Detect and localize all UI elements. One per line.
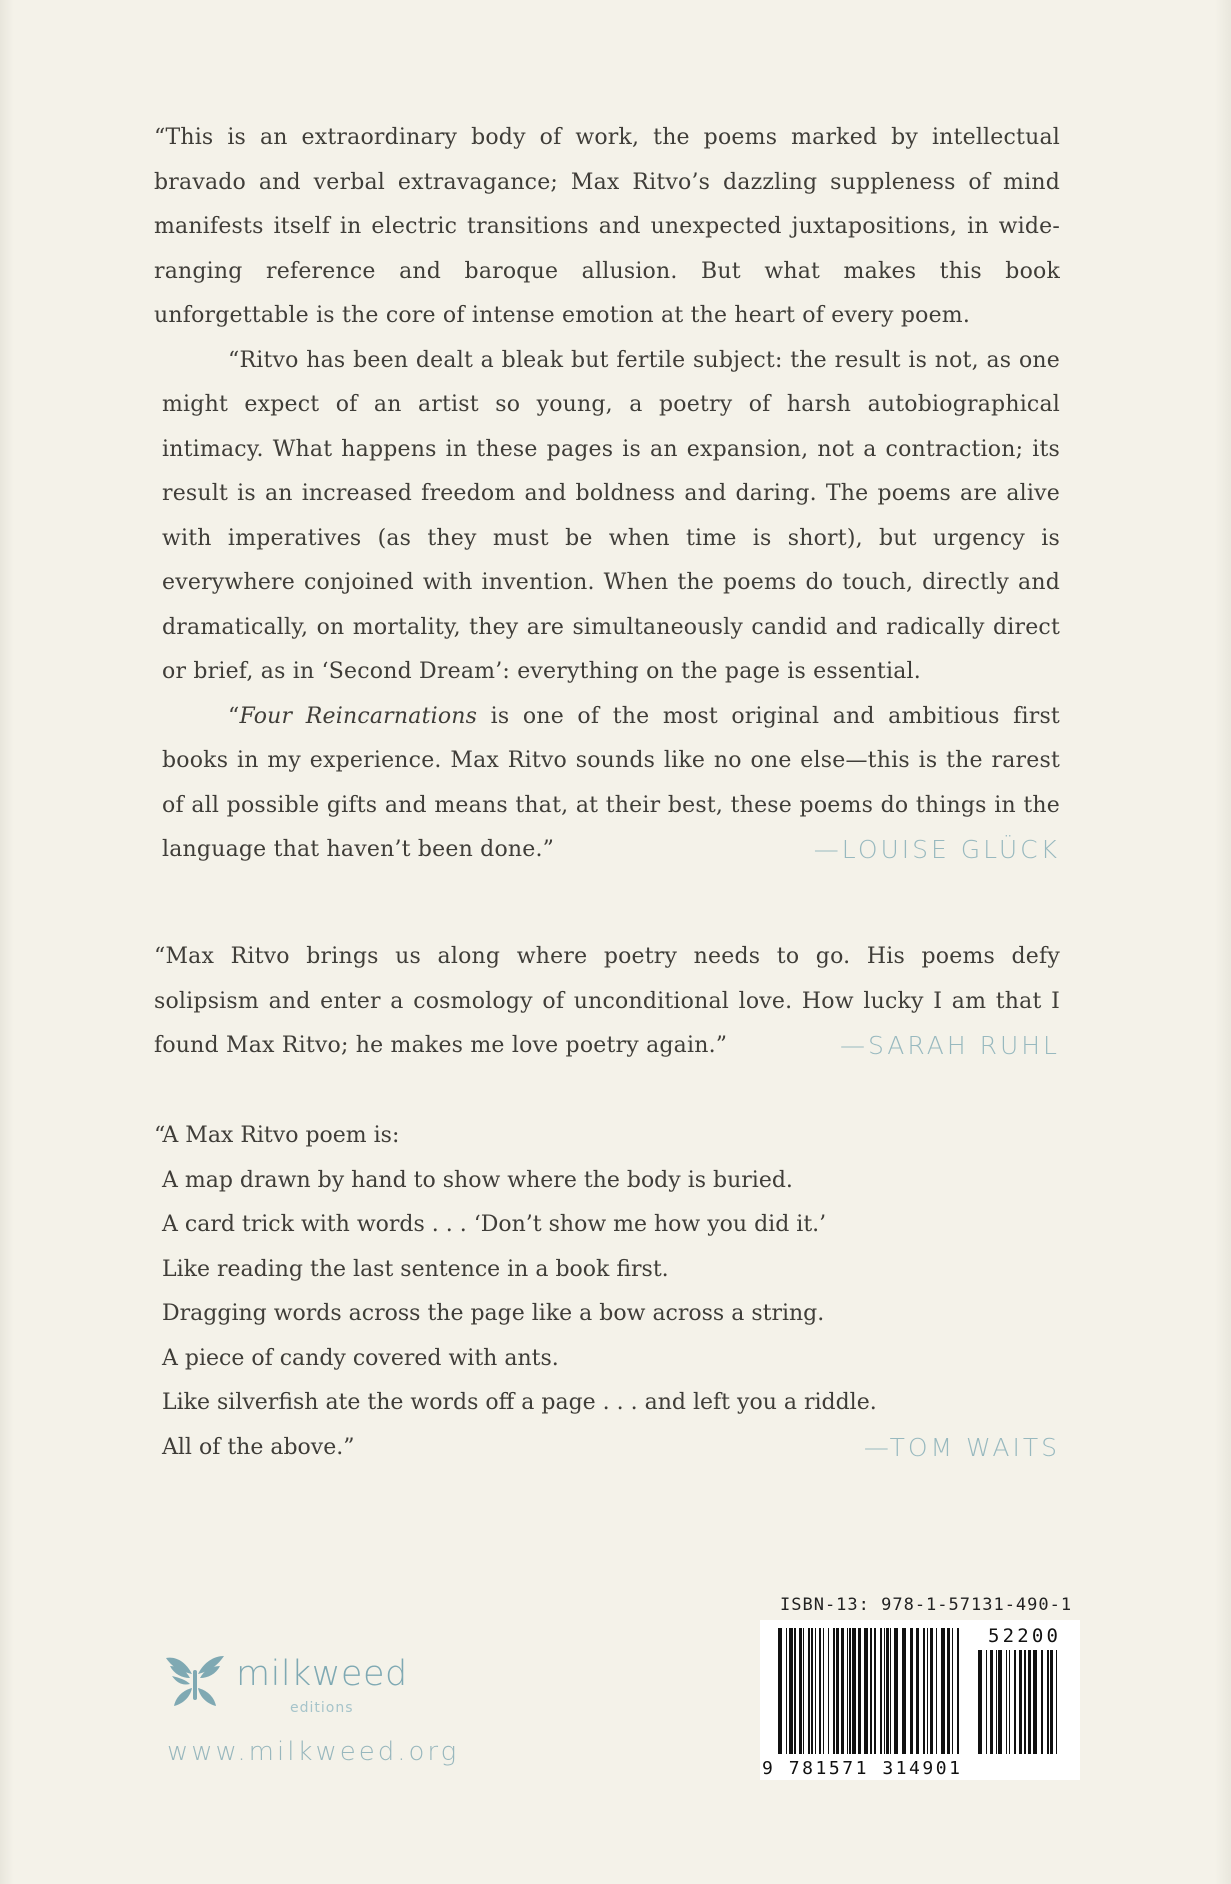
barcode-bar <box>870 1628 872 1754</box>
poem-line: A card trick with words . . . ‘Don’t show me how you did it.’ <box>162 1212 827 1237</box>
barcode-digits: 9 781571 314901 <box>762 1758 960 1779</box>
barcode-bar <box>1006 1650 1007 1754</box>
barcode-bar <box>916 1628 919 1754</box>
barcode-bar <box>986 1650 987 1754</box>
barcode-bar <box>978 1650 982 1754</box>
barcode-bar <box>864 1628 868 1754</box>
barcode-bar <box>778 1628 782 1754</box>
barcode-bar <box>1041 1650 1043 1754</box>
poem-line-text: All of the above.” <box>162 1434 355 1460</box>
barcode-bar <box>927 1628 928 1754</box>
barcode-bar <box>990 1650 993 1754</box>
poem-line: Like reading the last sentence in a book first. <box>162 1256 669 1282</box>
barcode-bar <box>803 1628 804 1754</box>
poem-line: A piece of candy covered with ants. <box>162 1345 559 1371</box>
barcode-bar <box>957 1628 959 1754</box>
barcode-bar <box>930 1628 933 1754</box>
barcode-bar <box>789 1628 793 1754</box>
barcode-bar <box>823 1628 824 1754</box>
poem-line <box>162 1426 1060 1471</box>
publisher-website: www.milkweed.org <box>167 1737 460 1767</box>
barcode-bar <box>858 1628 861 1754</box>
attribution: —TOM WAITS <box>863 1432 1060 1462</box>
barcode-bar <box>941 1628 945 1754</box>
barcode-bar <box>890 1628 891 1754</box>
publisher-name: milkweed <box>236 1654 408 1694</box>
publisher-subtitle: editions <box>290 1700 354 1716</box>
barcode-bar <box>902 1628 906 1754</box>
barcode-bar <box>836 1628 839 1754</box>
quote-paragraph <box>154 935 1060 1069</box>
barcode-bar <box>947 1628 950 1754</box>
poem-line: A map drawn by hand to show where the body is buried. <box>162 1167 793 1193</box>
barcode-bar <box>884 1628 885 1754</box>
barcode-bar <box>998 1650 1002 1754</box>
barcode-bar <box>923 1628 925 1754</box>
barcode-bar <box>852 1628 856 1754</box>
quote-text: “Max Ritvo brings us along where poetry needs to go. His poems defy solipsism and enter a cosmology of unconditional love. How lucky I am that I found Max Ritvo; he makes me love poetry again.” <box>154 944 1060 1058</box>
barcode-bar <box>886 1628 889 1754</box>
attribution: —LOUISE GLÜCK <box>813 835 1060 864</box>
barcode-bar <box>1024 1650 1026 1754</box>
quote-waits <box>154 1114 1060 1470</box>
barcode-bar <box>811 1628 813 1754</box>
attribution: —SARAH RUHL <box>839 1031 1060 1060</box>
barcode-bar <box>847 1628 848 1754</box>
poem-line: “A Max Ritvo poem is: <box>154 1123 400 1148</box>
publisher-logo <box>162 1652 442 1722</box>
barcode-bar <box>808 1628 810 1754</box>
barcode-bar <box>936 1628 937 1754</box>
poem-line: Like silverfish ate the words off a page . . . and left you a riddle. <box>162 1390 877 1415</box>
quote-gluck <box>154 116 1060 873</box>
isbn-label: ISBN-13: 978-1-57131-490-1 <box>780 1595 1073 1615</box>
quote-paragraph: “Ritvo has been dealt a bleak but fertile subject: the result is not, as one might expect of an artist so young, a poetry of harsh autobiographical intimacy. What happens in these pages is an expansion, not a contraction; its result is an increased freedom and boldness and daring. The poems are alive with imperatives (as they must be when time is short), but urgency is everywhere conjoined with invention. When the poems do touch, directly and dramatically, on mortality, they are simultaneously candid and radically direct or brief, as in ‘Second Dream’: everything on the page is essential. <box>162 347 1060 684</box>
barcode-bar <box>1019 1650 1022 1754</box>
barcode-bar <box>894 1628 898 1754</box>
barcode-price-code: 52200 <box>988 1625 1058 1647</box>
barcode-bar <box>910 1628 913 1754</box>
barcode-bar <box>874 1628 876 1754</box>
barcode-bar <box>819 1628 821 1754</box>
barcode-bar <box>1009 1650 1010 1754</box>
quote-paragraph: “This is an extraordinary body of work, the poems marked by intellectual bravado and verbal extravagance; Max Ritvo’s dazzling suppleness of mind manifests itself in electric transitions and unexpected juxtapositions, in wide-ranging reference and baroque allusion. But what makes this book unforgettable is the core of intense emotion at the heart of every poem. <box>154 125 1060 328</box>
barcode-bar <box>815 1628 816 1754</box>
barcode-bar <box>799 1628 802 1754</box>
poem-line: Dragging words across the page like a bow across a string. <box>162 1301 825 1326</box>
barcode-bar <box>786 1628 787 1754</box>
quote-text: is one of the most original and ambitious first books in my experience. Max Ritvo sounds like no one else—this is the rarest of all possible gifts and means that, at their best, these poems do things in the language that haven’t been done.” <box>162 703 1060 862</box>
barcode-bar <box>849 1628 851 1754</box>
barcode-bar <box>1056 1650 1057 1754</box>
barcode-bar <box>1033 1650 1037 1754</box>
barcode-bar <box>952 1628 953 1754</box>
butterfly-icon <box>162 1652 228 1718</box>
barcode-bar <box>1014 1650 1016 1754</box>
barcode-bar <box>828 1628 829 1754</box>
isbn-barcode <box>760 1620 1080 1780</box>
book-title: Four Reincarnations <box>239 703 478 729</box>
barcode-bar <box>880 1628 882 1754</box>
barcode-bar <box>794 1628 796 1754</box>
barcode-bar <box>996 1650 997 1754</box>
quote-ruhl <box>154 935 1060 1069</box>
barcode-bar <box>841 1628 844 1754</box>
barcode-bar <box>1028 1650 1031 1754</box>
barcode-bar <box>1047 1650 1049 1754</box>
barcode-bar <box>833 1628 835 1754</box>
quote-open-mark: “ <box>228 703 240 729</box>
quote-paragraph <box>162 695 1060 873</box>
barcode-bar <box>1050 1650 1053 1754</box>
